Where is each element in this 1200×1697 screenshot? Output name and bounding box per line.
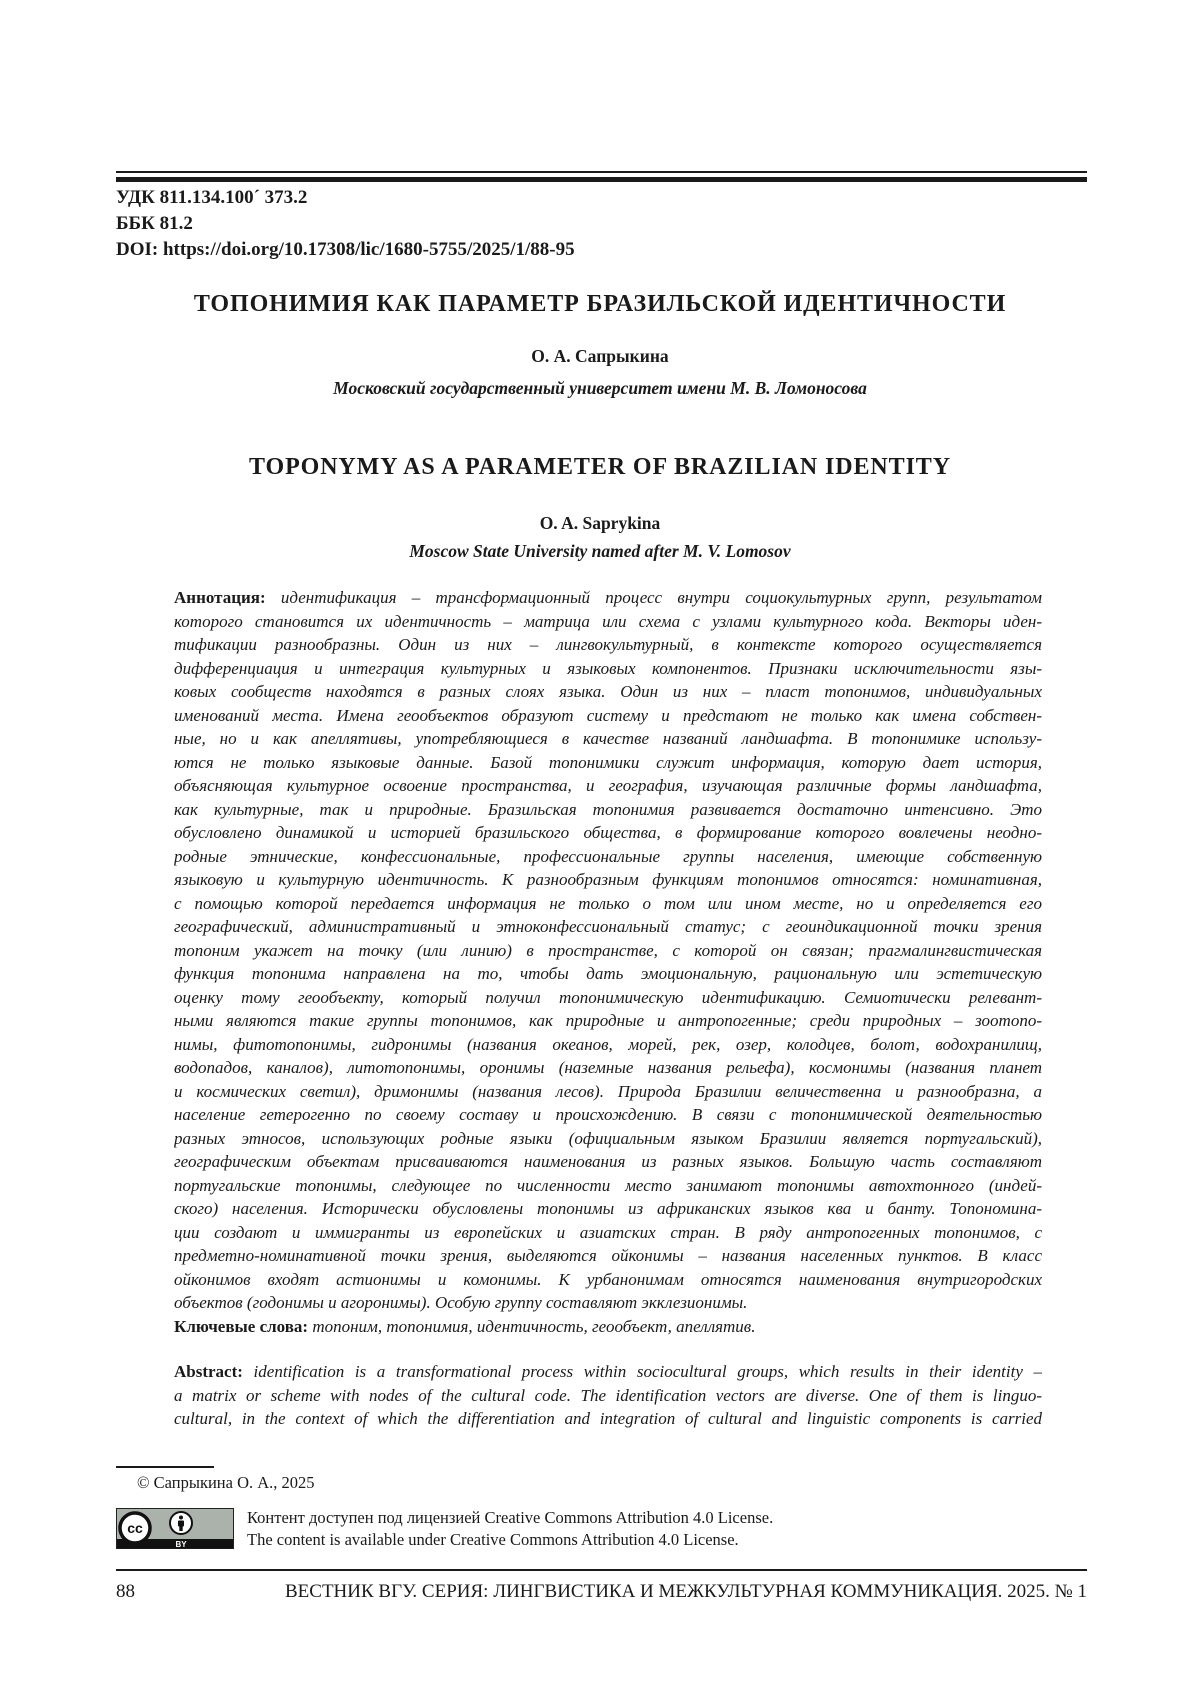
abstract-line xyxy=(174,1244,1042,1268)
abstract-line xyxy=(174,1080,1042,1104)
abstract-line xyxy=(174,1009,1042,1033)
abstract-line-text: идентификация – трансформационный процесс внутри социокультурных групп, результатом xyxy=(266,588,1042,607)
abstract-line-text: португальские топонимы, следующее по численности место занимают топонимы автохтонного (индей- xyxy=(174,1176,1042,1195)
abstract-line xyxy=(174,1174,1042,1198)
keywords-line xyxy=(174,1315,1042,1339)
abstract-line xyxy=(174,1291,1042,1315)
abstract-line-text: ются не только языковые данные. Базой топонимики служит информация, которую дает история, xyxy=(174,753,1042,772)
abstract-line-text: ковых сообществ находятся в разных слоях языка. Один из них – пласт топонимов, индивидуальных xyxy=(174,682,1042,701)
abstract-line-text: ными являются такие группы топонимов, как природные и антропогенные; среди природных – зоотопо- xyxy=(174,1011,1042,1030)
abstract-line-text: родные этнические, конфессиональные, профессиональные группы населения, имеющие собственную xyxy=(174,847,1042,866)
abstract-line-text: и космических светил), дримонимы (названия лесов). Природа Бразилии величественна и разнообразна, а xyxy=(174,1082,1042,1101)
badge-by-text: BY xyxy=(175,1540,187,1549)
abstract-line xyxy=(174,1103,1042,1127)
abstract-line xyxy=(174,610,1042,634)
udk-code: УДК 811.134.100´ 373.2 xyxy=(116,185,307,211)
abstract-line xyxy=(174,633,1042,657)
abstract-line xyxy=(174,727,1042,751)
journal-title: ВЕСТНИК ВГУ. СЕРИЯ: ЛИНГВИСТИКА И МЕЖКУЛЬТУРНАЯ КОММУНИКАЦИЯ. 2025. № 1 xyxy=(285,1579,1087,1605)
abstract-line xyxy=(174,1033,1042,1057)
abstract-line xyxy=(174,1127,1042,1151)
abstract-line-text: нимы, фитотопонимы, гидронимы (названия океанов, морей, рек, озер, колодцев, болот, водохранилищ, xyxy=(174,1035,1042,1054)
abstract-line xyxy=(174,1360,1042,1384)
abstract-line-text: оценку тому геообъекту, который получил топонимическую идентификацию. Семиотически релевант- xyxy=(174,988,1042,1007)
abstract-line xyxy=(174,868,1042,892)
keywords-label: Ключевые слова: xyxy=(174,1317,308,1336)
abstract-line-text: ции создают и иммигранты из европейских и азиатских стран. В ряду антропогенных топонимов, с xyxy=(174,1223,1042,1242)
header-rule-thin xyxy=(116,171,1087,173)
abstract-line-text: географический, административный и этноконфессиональный статус; с геоиндикационной точки зрения xyxy=(174,917,1042,936)
abstract-line xyxy=(174,657,1042,681)
abstract-en xyxy=(174,1360,1042,1431)
abstract-line-text: функция топонима направлена на то, чтобы дать эмоциональную, рациональную или эстетическую xyxy=(174,964,1042,983)
abstract-line-text: население гетерогенно по своему составу и происхождению. В связи с топонимической деятельностью xyxy=(174,1105,1042,1124)
abstract-line xyxy=(174,798,1042,822)
abstract-line-text: a matrix or scheme with nodes of the cultural code. The identification vectors are diverse. One of them is linguo- xyxy=(174,1386,1042,1405)
copyright-note: © Сапрыкина О. А., 2025 xyxy=(137,1472,315,1494)
abstract-line xyxy=(174,704,1042,728)
abstract-line-text: cultural, in the context of which the differentiation and integration of cultural and linguistic components is carried xyxy=(174,1409,1042,1428)
abstract-line-text: разных этносов, использующих родные языки (официальным языком Бразилии является португальский), xyxy=(174,1129,1042,1148)
abstract-line xyxy=(174,1384,1042,1408)
abstract-line xyxy=(174,751,1042,775)
abstract-label: Abstract: xyxy=(174,1362,243,1381)
keywords-text: топоним, топонимия, идентичность, геообъект, апеллятив. xyxy=(308,1317,755,1336)
page-title-en: TOPONYMY AS A PARAMETER OF BRAZILIAN IDENTITY xyxy=(0,451,1200,483)
abstract-line xyxy=(174,1221,1042,1245)
abstract-line xyxy=(174,962,1042,986)
abstract-line xyxy=(174,986,1042,1010)
license-ru: Контент доступен под лицензией Creative Commons Attribution 4.0 License. xyxy=(247,1507,773,1529)
abstract-line xyxy=(174,821,1042,845)
cc-by-badge[interactable] xyxy=(116,1508,234,1549)
abstract-line-text: ского) населения. Исторически обусловлены топонимы из африканских языков ква и банту. Топономина- xyxy=(174,1199,1042,1218)
license-en: The content is available under Creative Commons Attribution 4.0 License. xyxy=(247,1529,739,1551)
cc-icon xyxy=(120,1513,150,1543)
abstract-line xyxy=(174,1268,1042,1292)
abstract-line-text: дифференциация и интеграция культурных и языковых компонентов. Признаки исключительности язы- xyxy=(174,659,1042,678)
abstract-line-text: identification is a transformational process within sociocultural groups, which results in their identity – xyxy=(243,1362,1042,1381)
header-rule-thick xyxy=(116,177,1087,182)
footer-rule xyxy=(116,1569,1087,1571)
abstract-line-text: ойконимов входят астионимы и комонимы. К урбанонимам относятся наименования внутригородских xyxy=(174,1270,1042,1289)
abstract-line xyxy=(174,1056,1042,1080)
abstract-line xyxy=(174,680,1042,704)
abstract-line xyxy=(174,1197,1042,1221)
abstract-line-text: водопадов, каналов), литотопонимы, оронимы (наземные названия рельефа), космонимы (названия планет xyxy=(174,1058,1042,1077)
attribution-person-icon xyxy=(170,1512,192,1534)
author-en: O. A. Saprykina xyxy=(0,511,1200,535)
affiliation-ru: Московский государственный университет имени М. В. Ломоносова xyxy=(0,376,1200,400)
abstract-line-text: именований места. Имена геообъектов образуют систему и предстают не только как имена собствен- xyxy=(174,706,1042,725)
abstract-label: Аннотация: xyxy=(174,588,266,607)
abstract-line-text: которого становится их идентичность – матрица или схема с узлами культурного кода. Векторы иден- xyxy=(174,612,1042,631)
abstract-line xyxy=(174,586,1042,610)
abstract-line xyxy=(174,939,1042,963)
footnote-rule xyxy=(116,1466,214,1468)
abstract-line-text: географическим объектам присваиваются наименования из разных языков. Большую часть составляют xyxy=(174,1152,1042,1171)
abstract-line-text: языковую и культурную идентичность. К разнообразным функциям топонимов относятся: номинативная, xyxy=(174,870,1042,889)
abstract-line-text: объясняющая культурное освоение пространства, и география, изучающая различные формы ландшафта, xyxy=(174,776,1042,795)
doi-link[interactable]: DOI: https://doi.org/10.17308/lic/1680-5755/2025/1/88-95 xyxy=(116,237,575,263)
abstract-line-text: как культурные, так и природные. Бразильская топонимия развивается достаточно интенсивно. Это xyxy=(174,800,1042,819)
keywords-ru xyxy=(174,1315,1042,1339)
author-ru: О. А. Сапрыкина xyxy=(0,344,1200,368)
bbk-code: ББК 81.2 xyxy=(116,211,193,237)
abstract-line xyxy=(174,1150,1042,1174)
abstract-line-text: предметно-номинативной точки зрения, выделяются ойконимы – названия населенных пунктов. В класс xyxy=(174,1246,1042,1265)
abstract-line-text: объектов (годонимы и агоронимы). Особую группу составляют экклезионимы. xyxy=(174,1293,747,1312)
svg-text:cc: cc xyxy=(127,1520,143,1536)
abstract-line-text: топоним укажет на точку (или линию) в пространстве, с которой он связан; прагмалингвистическая xyxy=(174,941,1042,960)
affiliation-en: Moscow State University named after M. V. Lomosov xyxy=(0,539,1200,563)
abstract-line xyxy=(174,774,1042,798)
abstract-ru xyxy=(174,586,1042,1315)
page-number: 88 xyxy=(116,1579,135,1605)
abstract-line xyxy=(174,845,1042,869)
abstract-line-text: тификации разнообразны. Один из них – лингвокультурный, в контексте которого осуществляется xyxy=(174,635,1042,654)
abstract-line xyxy=(174,1407,1042,1431)
abstract-line-text: с помощью которой передается информация не только о том или ином месте, но и определяется его xyxy=(174,894,1042,913)
abstract-line-text: ные, но и как апеллятивы, употребляющиеся в качестве названий ландшафта. В топонимике использу- xyxy=(174,729,1042,748)
abstract-line xyxy=(174,892,1042,916)
page-title-ru: ТОПОНИМИЯ КАК ПАРАМЕТР БРАЗИЛЬСКОЙ ИДЕНТИЧНОСТИ xyxy=(0,288,1200,320)
abstract-line xyxy=(174,915,1042,939)
abstract-line-text: обусловлено динамикой и историей бразильского общества, в формирование которого вовлечены неодно- xyxy=(174,823,1042,842)
